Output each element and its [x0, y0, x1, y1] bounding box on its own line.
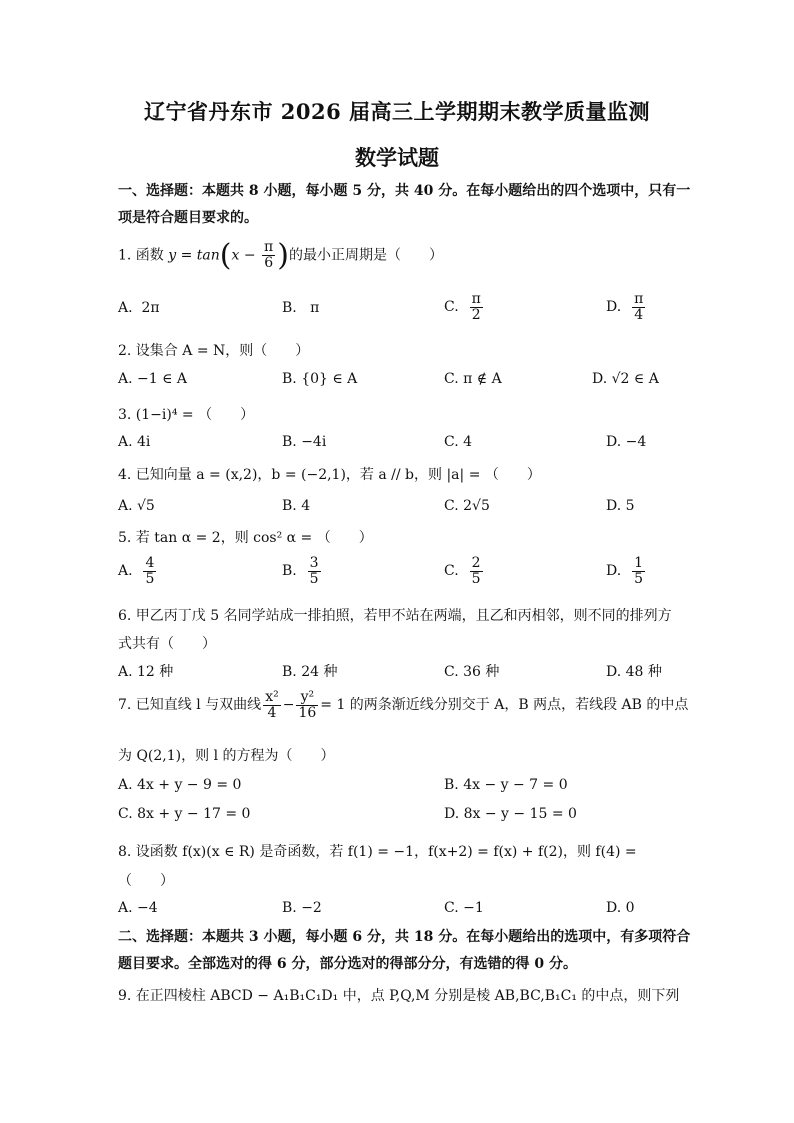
exam-subtitle: 数学试题	[355, 145, 439, 170]
q6-stem-line1: 6. 甲乙丙丁戊 5 名同学站成一排拍照，若甲不站在两端，且乙和丙相邻，则不同的排列方	[118, 608, 672, 624]
q2-option-a: A. −1 ∈ A	[118, 371, 188, 387]
q5-stem: 5. 若 tan α = 2，则 cos² α = （ ）	[118, 530, 373, 546]
q2-stem: 2. 设集合 A = N，则（ ）	[118, 343, 310, 359]
q7-option-a: A. 4x + y − 9 = 0	[118, 777, 242, 793]
q3-stem: 3. (1−i)⁴ = （ ）	[118, 407, 255, 423]
q3-option-d: D. −4	[606, 434, 647, 450]
q2-option-b: B. {0} ∈ A	[282, 371, 358, 387]
section2-line1: 二、选择题：本题共 3 小题，每小题 6 分，共 18 分。在每小题给出的选项中，有多项符合	[118, 929, 691, 945]
q4-option-d: D. 5	[606, 498, 635, 514]
q9-stem-line1: 9. 在正四棱柱 ABCD − A₁B₁C₁D₁ 中，点 P,Q,M 分别是棱 AB,BC,B₁C₁ 的中点，则下列	[118, 988, 680, 1004]
section1-line1: 一、选择题：本题共 8 小题，每小题 5 分，共 40 分。在每小题给出的四个选项中，只有一	[118, 183, 691, 199]
q3-option-b: B. −4i	[282, 434, 327, 450]
q1-option-b: B. π	[282, 300, 320, 316]
q7-stem-line2: 为 Q(2,1)，则 l 的方程为（ ）	[118, 748, 335, 764]
q7-option-d: D. 8x − y − 15 = 0	[444, 806, 577, 822]
section1-line2: 项是符合题目要求的。	[118, 210, 258, 226]
q8-option-a: A. −4	[118, 900, 158, 916]
q8-option-c: C. −1	[444, 900, 484, 916]
q6-option-a: A. 12 种	[118, 664, 174, 680]
q2-option-c: C. π ∉ A	[444, 371, 502, 387]
q1-option-a: A. 2π	[118, 300, 160, 316]
q1-option-d: D. $\frac{\pi}{4}$	[606, 291, 644, 323]
q1-func: y = tan	[168, 247, 220, 264]
q5-option-a: A. $\frac{4}{5}$	[118, 555, 155, 587]
q6-option-c: C. 36 种	[444, 664, 500, 680]
q8-stem-line1: 8. 设函数 f(x)(x ∈ R) 是奇函数，若 f(1) = −1，f(x+2) = f(x) + f(2)，则 f(4) =	[118, 844, 637, 860]
q5-option-d: D. $\frac{1}{5}$	[606, 555, 644, 587]
q6-stem-line2: 式共有（ ）	[118, 636, 216, 652]
q4-option-c: C. 2√5	[444, 498, 490, 514]
q1-right-paren: )	[277, 238, 289, 273]
q5-option-b: B. $\frac{3}{5}$	[282, 555, 319, 587]
q1-option-c: C. $\frac{\pi}{2}$	[444, 291, 481, 323]
q1-fraction: $\frac{\pi}{6}$	[264, 239, 274, 271]
q6-option-b: B. 24 种	[282, 664, 338, 680]
q7-option-b: B. 4x − y − 7 = 0	[444, 777, 568, 793]
q8-stem-line2: （ ）	[118, 873, 174, 889]
q4-option-a: A. √5	[118, 498, 155, 514]
q1-left-paren: (	[219, 238, 232, 273]
q6-option-d: D. 48 种	[606, 664, 662, 680]
q1-stem	[118, 238, 443, 273]
exam-title: 辽宁省丹东市 2026 届高三上学期期末教学质量监测	[143, 99, 651, 124]
q1-prefix: 1. 函数	[118, 247, 164, 264]
q3-option-c: C. 4	[444, 434, 473, 450]
q7-stem-line1: 7. 已知直线 l 与双曲线 $\frac{\text{x²}}{4}$ − $\frac{\text{y²}}{16}$ = 1 的两条渐近线分别交于 A，B 两点，若线段 AB 的中点	[118, 689, 689, 721]
q3-option-a: A. 4i	[118, 434, 151, 450]
q1-suffix: 的最小正周期是（ ）	[288, 247, 443, 264]
q5-option-c: C. $\frac{2}{5}$	[444, 555, 481, 587]
q1-x: x −	[231, 247, 256, 264]
q8-option-b: B. −2	[282, 900, 322, 916]
q2-option-d: D. √2 ∈ A	[592, 371, 659, 387]
section2-line2: 题目要求。全部选对的得 6 分，部分选对的得部分分，有选错的得 0 分。	[118, 956, 577, 972]
q7-option-c: C. 8x + y − 17 = 0	[118, 806, 251, 822]
q4-stem: 4. 已知向量 a = (x,2)，b = (−2,1)，若 a // b，则 |a| = （ ）	[118, 467, 541, 483]
q8-option-d: D. 0	[606, 900, 635, 916]
q4-option-b: B. 4	[282, 498, 311, 514]
